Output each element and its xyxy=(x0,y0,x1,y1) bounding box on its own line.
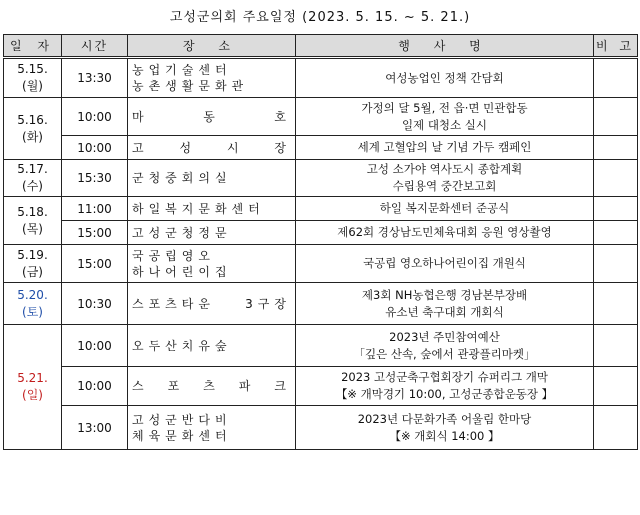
event-cell xyxy=(296,160,594,197)
place-cell xyxy=(128,406,296,450)
weekday-label: (월) xyxy=(22,79,43,93)
place-line: 체육문화센터 xyxy=(132,428,232,443)
event-line: 여성농업인 정책 간담회 xyxy=(385,70,504,85)
place-cell xyxy=(128,367,296,406)
weekday-label: (일) xyxy=(22,388,43,402)
event-line: 일제 대청소 실시 xyxy=(401,117,488,132)
table-row xyxy=(4,283,638,325)
date-cell xyxy=(4,197,62,245)
time-cell: 13:00 xyxy=(62,406,128,450)
place-line: 군청중회의실 xyxy=(132,171,232,185)
event-line: 「깊은 산속, 숲에서 관광플리마켓」 xyxy=(353,346,536,361)
note-cell xyxy=(594,221,638,245)
event-line: 2023년 다문화가족 어울림 한마당 xyxy=(357,411,532,426)
date-cell xyxy=(4,325,62,450)
event-cell xyxy=(296,406,594,450)
event-line: 【※ 개막경기 10:00, 고성군종합운동장 】 xyxy=(335,387,554,401)
date-label: 5.15. xyxy=(17,62,48,76)
place-line: 오두산치유숲 xyxy=(132,338,232,353)
date-cell xyxy=(4,245,62,283)
time-cell: 15:30 xyxy=(62,160,128,197)
event-cell xyxy=(296,136,594,160)
place-cell xyxy=(128,283,296,325)
time-cell: 15:00 xyxy=(62,245,128,283)
note-cell xyxy=(594,136,638,160)
place-line: 하나어린이집 xyxy=(132,264,232,279)
event-cell xyxy=(296,367,594,406)
weekday-label: (수) xyxy=(22,179,43,193)
note-cell xyxy=(594,245,638,283)
place-line: 농업기술센터 xyxy=(132,63,232,77)
time-cell: 10:30 xyxy=(62,283,128,325)
weekday-label: (토) xyxy=(22,304,43,319)
note-cell xyxy=(594,197,638,221)
time-cell: 10:00 xyxy=(62,325,128,367)
note-cell xyxy=(594,283,638,325)
schedule-body xyxy=(4,58,638,450)
header-note: 비 고 xyxy=(594,35,638,58)
event-line: 고성 소가야 역사도시 종합계획 xyxy=(366,162,523,176)
event-cell xyxy=(296,221,594,245)
date-label: 5.18. xyxy=(17,204,48,219)
date-label: 5.21. xyxy=(17,371,48,385)
place-line: 농촌생활문화관 xyxy=(132,79,249,93)
place-line: 스포츠타운 3구장 xyxy=(132,296,291,311)
event-line: 가정의 달 5월, 전 읍·면 민관합동 xyxy=(361,100,528,115)
event-line: 세계 고혈압의 날 기념 가두 캠페인 xyxy=(357,140,532,154)
date-label: 5.17. xyxy=(17,162,48,176)
place-line: 마 동 호 xyxy=(132,109,291,124)
event-line: 2023 고성군축구협회장기 슈퍼리그 개막 xyxy=(341,370,548,384)
table-row xyxy=(4,197,638,221)
weekday-label: (목) xyxy=(22,221,43,236)
place-line: 고 성 시 장 xyxy=(132,140,291,155)
event-cell xyxy=(296,197,594,221)
event-line: 유소년 축구대회 개회식 xyxy=(385,304,504,319)
table-row xyxy=(4,160,638,197)
date-label: 5.19. xyxy=(17,247,48,262)
note-cell xyxy=(594,160,638,197)
place-line: 고성군반다비 xyxy=(132,412,232,427)
event-line: 제62회 경상남도민체육대회 응원 영상촬영 xyxy=(337,225,552,239)
event-line: 2023년 주민참여예산 xyxy=(389,329,500,344)
table-row xyxy=(4,98,638,136)
time-cell: 10:00 xyxy=(62,136,128,160)
event-line: 국공립 영오하나어린이집 개원식 xyxy=(363,256,526,270)
place-line: 스 포 츠 파 크 xyxy=(132,379,291,393)
table-row xyxy=(4,136,638,160)
event-line: 수립용역 중간보고회 xyxy=(392,179,497,193)
event-cell xyxy=(296,283,594,325)
event-line: 제3회 NH농협은행 경남본부장배 xyxy=(361,287,528,302)
place-line: 고성군청정문 xyxy=(132,225,232,240)
place-cell xyxy=(128,136,296,160)
place-line: 국공립영오 xyxy=(132,248,215,263)
place-cell xyxy=(128,325,296,367)
date-cell xyxy=(4,283,62,325)
time-cell: 11:00 xyxy=(62,197,128,221)
place-cell xyxy=(128,245,296,283)
note-cell xyxy=(594,367,638,406)
weekday-label: (화) xyxy=(22,129,43,144)
event-cell xyxy=(296,58,594,98)
page-title: 고성군의회 주요일정 (2023. 5. 15. ~ 5. 21.) xyxy=(169,10,471,25)
header-row xyxy=(4,35,638,58)
event-cell xyxy=(296,245,594,283)
time-cell: 10:00 xyxy=(62,98,128,136)
date-label: 5.20. xyxy=(17,287,48,302)
place-cell xyxy=(128,160,296,197)
event-line: 【※ 개회식 14:00 】 xyxy=(389,428,500,443)
header-date: 일 자 xyxy=(4,35,62,58)
weekday-label: (금) xyxy=(22,264,43,279)
date-cell xyxy=(4,98,62,160)
table-row xyxy=(4,367,638,406)
header-event: 행 사 명 xyxy=(296,35,594,58)
time-cell: 10:00 xyxy=(62,367,128,406)
note-cell xyxy=(594,98,638,136)
header-time: 시간 xyxy=(62,35,128,58)
event-cell xyxy=(296,98,594,136)
date-cell xyxy=(4,58,62,98)
date-cell xyxy=(4,160,62,197)
note-cell xyxy=(594,406,638,450)
place-cell xyxy=(128,58,296,98)
schedule-table xyxy=(3,34,638,450)
table-row xyxy=(4,58,638,98)
time-cell: 15:00 xyxy=(62,221,128,245)
header-place: 장 소 xyxy=(128,35,296,58)
time-cell: 13:30 xyxy=(62,58,128,98)
table-row xyxy=(4,245,638,283)
table-row xyxy=(4,325,638,367)
place-cell xyxy=(128,197,296,221)
table-row xyxy=(4,406,638,450)
note-cell xyxy=(594,58,638,98)
event-cell xyxy=(296,325,594,367)
place-cell xyxy=(128,98,296,136)
event-line: 하일 복지문화센터 준공식 xyxy=(379,201,510,215)
place-line: 하일복지문화센터 xyxy=(132,201,265,216)
note-cell xyxy=(594,325,638,367)
date-label: 5.16. xyxy=(17,112,48,127)
table-row xyxy=(4,221,638,245)
place-cell xyxy=(128,221,296,245)
